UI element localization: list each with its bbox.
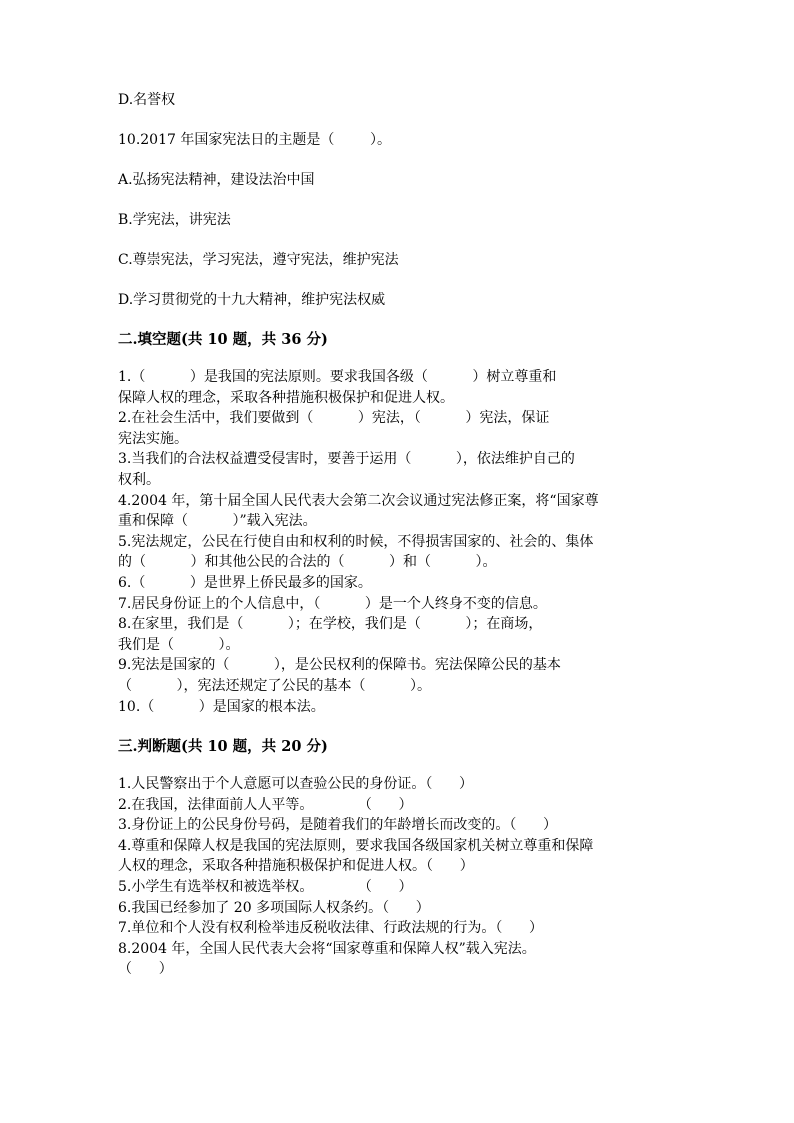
fill-section-body xyxy=(118,367,678,717)
judge-line: （ ） xyxy=(118,961,173,978)
question-10-option-c: C.尊崇宪法，学习宪法，遵守宪法，维护宪法 xyxy=(118,252,399,268)
prev-question-option-d: D.名誉权 xyxy=(118,92,176,108)
question-10-option-a: A.弘扬宪法精神，建设法治中国 xyxy=(118,172,315,188)
judge-line: 5.小学生有选举权和被选举权。 （ ） xyxy=(118,879,413,896)
fill-line: 权利。 xyxy=(118,471,160,488)
fill-line: 的（ ）和其他公民的合法的（ ）和（ ）。 xyxy=(118,554,497,571)
fill-line: （ ），宪法还规定了公民的基本（ ）。 xyxy=(118,677,432,694)
fill-line: 6.（ ）是世界上侨民最多的国家。 xyxy=(118,574,372,591)
judge-line: 4.尊重和保障人权是我国的宪法原则，要求我国各级国家机关树立尊重和保障 xyxy=(118,837,594,854)
judge-line: 人权的理念，采取各种措施积极保护和促进人权。（ ） xyxy=(118,858,474,875)
fill-line: 4.2004 年，第十届全国人民代表大会第二次会议通过宪法修正案，将“国家尊 xyxy=(118,492,599,509)
judge-line: 3.身份证上的公民身份号码，是随着我们的年龄增长而改变的。（ ） xyxy=(118,817,558,834)
fill-line: 2.在社会生活中，我们要做到（ ）宪法，（ ）宪法，保证 xyxy=(118,410,550,427)
fill-line: 5.宪法规定，公民在行使自由和权利的时候，不得损害国家的、社会的、集体 xyxy=(118,533,594,550)
section-spacer xyxy=(118,717,678,737)
fill-section-title: 二.填空题(共 10 题，共 36 分) xyxy=(118,331,328,348)
fill-line: 8.在家里，我们是（ ）；在学校，我们是（ ）；在商场， xyxy=(118,616,543,633)
judge-line: 1.人民警察出于个人意愿可以查验公民的身份证。（ ） xyxy=(118,776,474,793)
fill-line: 3.当我们的合法权益遭受侵害时，要善于运用（ ），依法维护自己的 xyxy=(118,451,575,468)
fill-line: 10.（ ）是国家的根本法。 xyxy=(118,698,325,715)
fill-line: 9.宪法是国家的（ ），是公民权利的保障书。宪法保障公民的基本 xyxy=(118,657,561,674)
question-10-option-b: B.学宪法，讲宪法 xyxy=(118,212,231,228)
question-10-option-d: D.学习贯彻党的十九大精神，维护宪法权威 xyxy=(118,292,386,308)
fill-line: 重和保障（ ）”载入宪法。 xyxy=(118,513,317,530)
question-10-stem: 10.2017 年国家宪法日的主题是（ ）。 xyxy=(118,132,391,148)
judge-line: 8.2004 年，全国人民代表大会将“国家尊重和保障人权”载入宪法。 xyxy=(118,940,536,957)
judge-line: 2.在我国，法律面前人人平等。 （ ） xyxy=(118,796,413,813)
fill-line: 宪法实施。 xyxy=(118,430,188,447)
fill-line: 1.（ ）是我国的宪法原则。要求我国各级（ ）树立尊重和 xyxy=(118,369,557,385)
fill-line: 我们是（ ）。 xyxy=(118,636,240,653)
judge-line: 6.我国已经参加了 20 多项国际人权条约。（ ） xyxy=(118,899,430,916)
judge-section-title: 三.判断题(共 10 题，共 20 分) xyxy=(118,738,328,756)
fill-line: 保障人权的理念，采取各种措施积极保护和促进人权。 xyxy=(118,389,454,406)
exam-page xyxy=(118,90,678,980)
fill-line: 7.居民身份证上的个人信息中，（ ）是一个人终身不变的信息。 xyxy=(118,595,547,612)
judge-section-body xyxy=(118,774,678,980)
judge-line: 7.单位和个人没有权利检举违反税收法律、行政法规的行为。（ ） xyxy=(118,920,544,937)
